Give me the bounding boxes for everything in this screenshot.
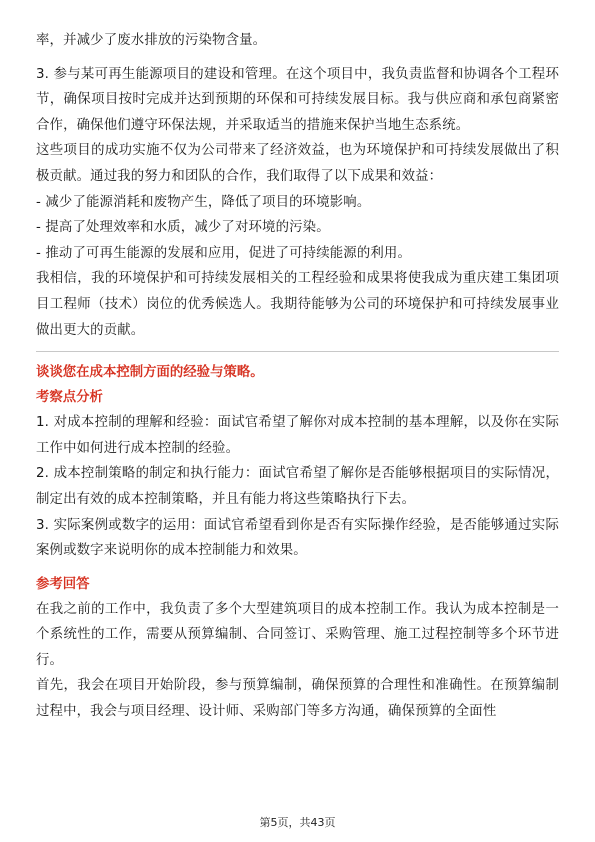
analysis-point-1: 1. 对成本控制的理解和经验：面试官希望了解你对成本控制的基本理解，以及你在实际工作中如何进行成本控制的经验。	[36, 415, 559, 456]
answer-paragraph-2: 首先，我会在项目开始阶段，参与预算编制，确保预算的合理性和准确性。在预算编制过程中，我会与项目经理、设计师、采购部门等多方沟通，确保预算的全面性	[36, 678, 559, 720]
paragraph-project-3: 3. 参与某可再生能源项目的建设和管理。在这个项目中，我负责监督和协调各个工程环节，确保项目按时完成并达到预期的环保和可持续发展目标。我与供应商和承包商紧密合作，确保他们遵守环保法规，并采取适当的措施来保护当地生态系统。	[36, 66, 559, 133]
paragraph-continuation: 率，并减少了废水排放的污染物含量。	[36, 33, 267, 48]
analysis-point-2: 2. 成本控制策略的制定和执行能力：面试官希望了解你是否能够根据项目的实际情况，制定出有效的成本控制策略，并且有能力将这些策略执行下去。	[36, 466, 559, 507]
bullet-energy: - 减少了能源消耗和废物产生，降低了项目的环境影响。	[36, 194, 371, 210]
answer-heading: 参考回答	[36, 576, 90, 592]
document-page	[36, 28, 559, 725]
bullet-renewable: - 推动了可再生能源的发展和应用，促进了可持续能源的利用。	[36, 245, 411, 261]
paragraph-conclusion: 我相信，我的环境保护和可持续发展相关的工程经验和成果将使我成为重庆建工集团项目工程师（技术）岗位的优秀候选人。我期待能够为公司的环境保护和可持续发展事业做出更大的贡献。	[36, 271, 559, 338]
analysis-point-3: 3. 实际案例或数字的运用：面试官希望看到你是否有实际操作经验，是否能够通过实际案例或数字来说明你的成本控制能力和效果。	[36, 517, 559, 559]
bullet-efficiency: - 提高了处理效率和水质，减少了对环境的污染。	[36, 220, 330, 236]
question-title: 谈谈您在成本控制方面的经验与策略。	[36, 365, 264, 381]
section-divider	[36, 351, 559, 352]
paragraph-summary: 这些项目的成功实施不仅为公司带来了经济效益，也为环境保护和可持续发展做出了积极贡献。通过我的努力和团队的合作，我们取得了以下成果和效益：	[36, 143, 559, 184]
analysis-heading: 考察点分析	[36, 390, 103, 406]
page-number: 第5页，共43页	[259, 816, 336, 829]
answer-paragraph-1: 在我之前的工作中，我负责了多个大型建筑项目的成本控制工作。我认为成本控制是一个系统性的工作，需要从预算编制、合同签订、采购管理、施工过程控制等多个环节进行。	[36, 601, 559, 668]
